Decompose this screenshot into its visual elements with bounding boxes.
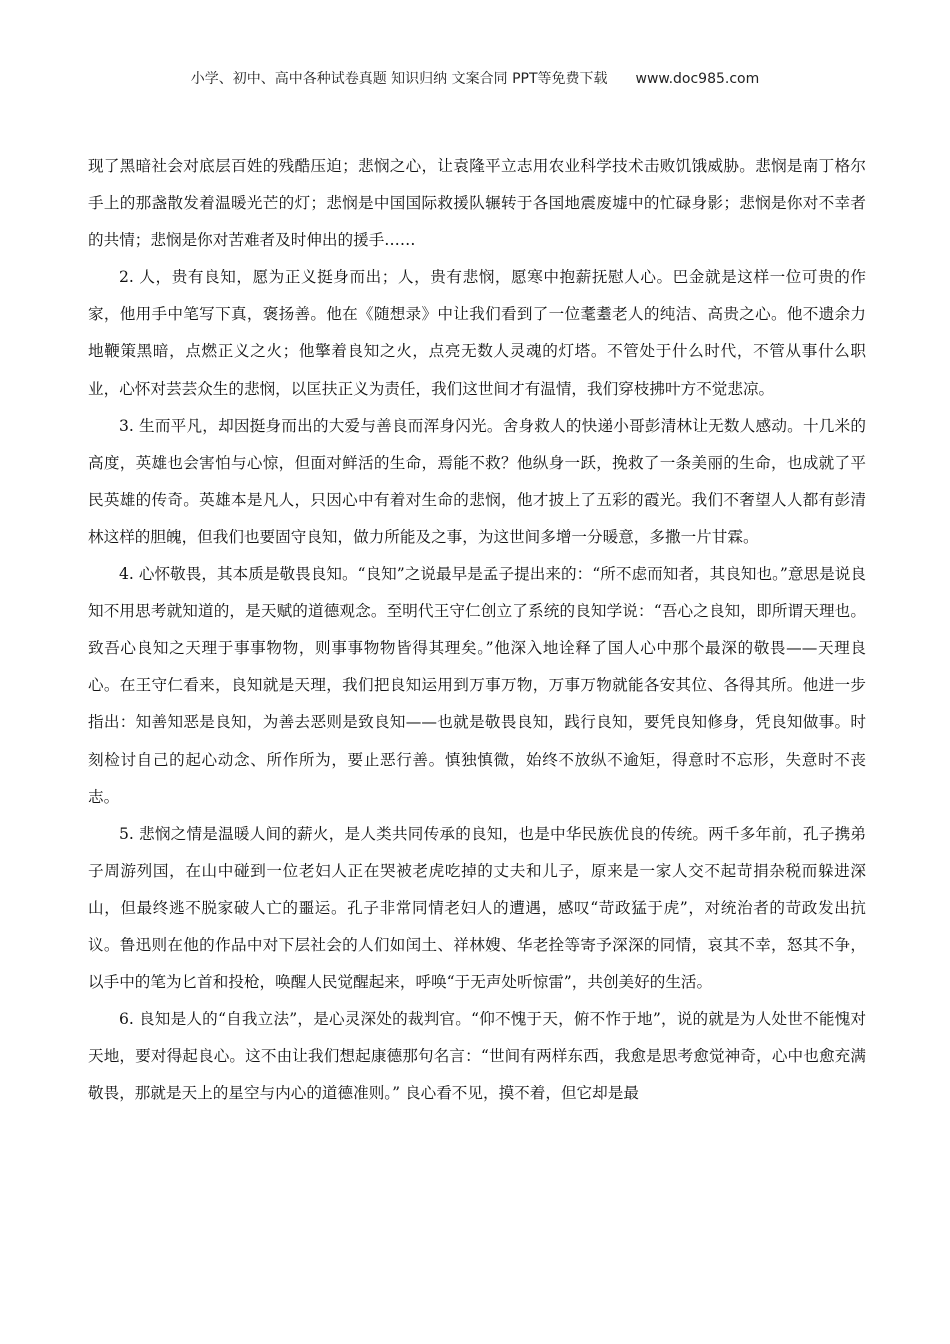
paragraph-4: 4. 心怀敬畏，其本质是敬畏良知。“良知”之说最早是孟子提出来的：“所不虑而知者，其良知也。”意思是说良知不用思考就知道的，是天赋的道德观念。至明代王守仁创立了系统的良知学说：“吾心之良知，即所谓天理也。致吾心良知之天理于事事物物，则事事物物皆得其理矣。”他深入地诠释了国人心中那个最深的敬畏——天理良心。在王守仁看来，良知就是天理，我们把良知运用到万事万物，万事万物就能各安其位、各得其所。他进一步指出：知善知恶是良知，为善去恶则是致良知——也就是敬畏良知，践行良知，要凭良知修身，凭良知做事。时刻检讨自己的起心动念、所作所为，要止恶行善。慎独慎微，始终不放纵不逾矩，得意时不忘形，失意时不丧志。 <box>88 565 866 806</box>
header-text: 小学、初中、高中各种试卷真题 知识归纳 文案合同 PPT等免费下载 <box>190 71 608 87</box>
paragraph-6: 6. 良知是人的“自我立法”，是心灵深处的裁判官。“仰不愧于天，俯不怍于地”，说的就是为人处世不能愧对天地，要对得起良心。这不由让我们想起康德那句名言：“世间有两样东西，我愈是思考愈觉神奇，心中也愈充满敬畏，那就是天上的星空与内心的道德准则。” 良心看不见，摸不着，但它却是最 <box>88 1010 866 1103</box>
header-site-link[interactable]: www.doc985.com <box>635 71 760 87</box>
paragraph-3: 3. 生而平凡，却因挺身而出的大爱与善良而浑身闪光。舍身救人的快递小哥彭清林让无数人感动。十几米的高度，英雄也会害怕与心惊，但面对鲜活的生命，焉能不救？他纵身一跃，挽救了一条美丽的生命，也成就了平民英雄的传奇。英雄本是凡人，只因心中有着对生命的悲悯，他才披上了五彩的霞光。我们不奢望人人都有彭清林这样的胆魄，但我们也要固守良知，做力所能及之事，为这世间多增一分暖意，多撒一片甘霖。 <box>88 416 866 546</box>
article-body <box>88 148 866 1112</box>
paragraph-continuation: 现了黑暗社会对底层百姓的残酷压迫；悲悯之心，让袁隆平立志用农业科学技术击败饥饿威胁。悲悯是南丁格尔手上的那盏散发着温暖光芒的灯；悲悯是中国国际救援队辗转于各国地震废墟中的忙碌身影；悲悯是你对不幸者的共情；悲悯是你对苦难者及时伸出的援手…… <box>88 157 866 250</box>
page-header <box>0 68 950 88</box>
paragraph-5: 5. 悲悯之情是温暖人间的薪火，是人类共同传承的良知，也是中华民族优良的传统。两千多年前，孔子携弟子周游列国，在山中碰到一位老妇人正在哭被老虎吃掉的丈夫和儿子，原来是一家人交不起苛捐杂税而躲进深山，但最终逃不脱家破人亡的噩运。孔子非常同情老妇人的遭遇，感叹“苛政猛于虎”，对统治者的苛政发出抗议。鲁迅则在他的作品中对下层社会的人们如闰土、祥林嫂、华老拴等寄予深深的同情，哀其不幸，怒其不争，以手中的笔为匕首和投枪，唤醒人民觉醒起来，呼唤“于无声处听惊雷”，共创美好的生活。 <box>88 824 866 992</box>
paragraph-2: 2. 人，贵有良知，愿为正义挺身而出；人，贵有悲悯，愿寒中抱薪抚慰人心。巴金就是这样一位可贵的作家，他用手中笔写下真，褒扬善。他在《随想录》中让我们看到了一位耄耋老人的纯洁、高贵之心。他不遗余力地鞭策黑暗，点燃正义之火；他擎着良知之火，点亮无数人灵魂的灯塔。不管处于什么时代，不管从事什么职业，心怀对芸芸众生的悲悯，以匡扶正义为责任，我们这世间才有温情，我们穿枝拂叶方不觉悲凉。 <box>88 268 866 398</box>
